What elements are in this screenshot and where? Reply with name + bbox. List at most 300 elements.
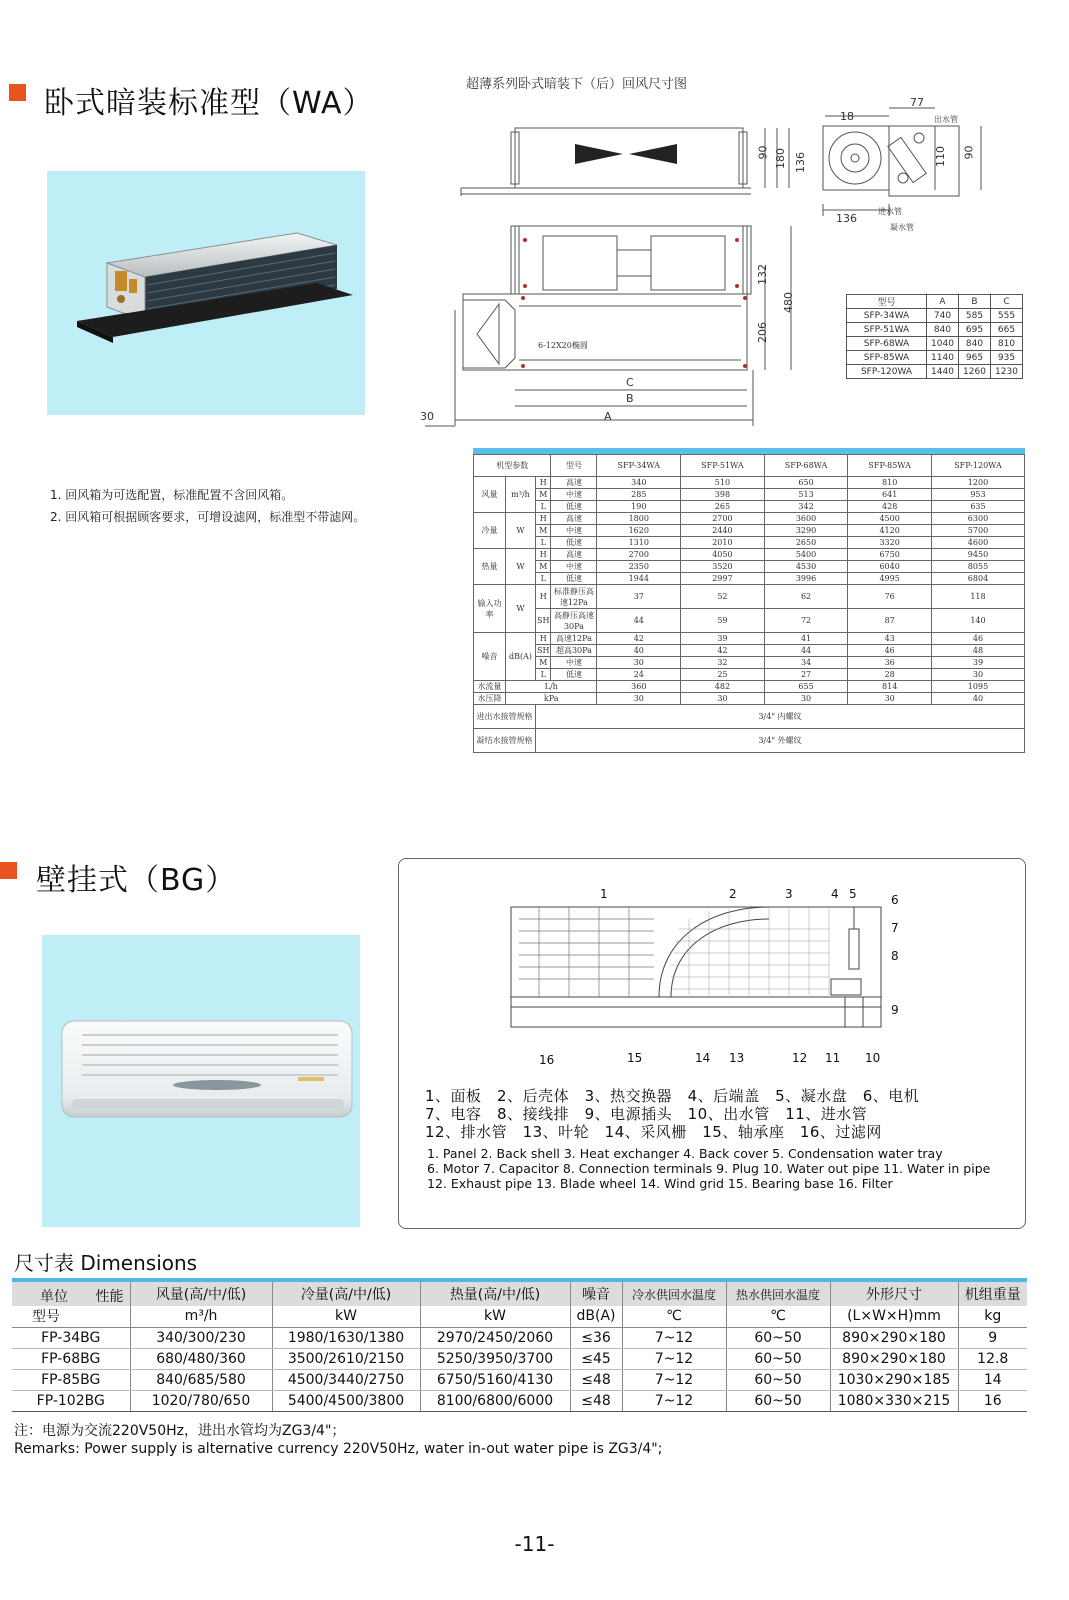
spec-cell: 32 — [681, 657, 765, 669]
unit-noise: dB(A) — [570, 1306, 622, 1327]
spec-row — [474, 669, 1025, 681]
spec-code: H — [536, 513, 551, 525]
dim-180: 180 — [774, 148, 787, 169]
spec-speed: 低速 — [551, 501, 597, 513]
spec-speed: 中速 — [551, 525, 597, 537]
dim-cell: 1040 — [927, 337, 959, 351]
spec-cell: 360 — [597, 681, 681, 693]
header-perf: 性能 — [95, 1289, 124, 1305]
spec-header-param: 机型参数 — [474, 455, 551, 477]
spec-cell: 41 — [764, 633, 848, 645]
dim-90-left: 90 — [756, 145, 770, 160]
spec-cell: 39 — [681, 633, 765, 645]
dim-cell: 1140 — [927, 351, 959, 365]
spec-row — [474, 729, 1025, 753]
spec-cell: 52 — [681, 585, 765, 609]
unit-heat: kW — [420, 1306, 570, 1327]
spec-group-unit: dB(A) — [506, 633, 536, 681]
bg-product-photo — [42, 935, 360, 1227]
spec-speed: 低速 — [551, 669, 597, 681]
spec-code: L — [536, 669, 551, 681]
spec-cell: 140 — [931, 609, 1024, 633]
spec-cell: 42 — [681, 645, 765, 657]
section-title-bg: 壁挂式（BG） — [36, 863, 237, 898]
cell-noise: ≤36 — [570, 1327, 622, 1348]
spec-code: M — [536, 657, 551, 669]
spec-cell: 2350 — [597, 561, 681, 573]
spec-row — [474, 525, 1025, 537]
cell-air: 340/300/230 — [130, 1327, 272, 1348]
spec-cell: 6804 — [931, 573, 1024, 585]
spec-cell: 641 — [848, 489, 932, 501]
dim-cell: SFP-85WA — [847, 351, 927, 365]
dim-cell: 810 — [991, 337, 1023, 351]
spec-group-unit: W — [506, 585, 536, 633]
spec-row — [474, 573, 1025, 585]
spec-speed: 高速 — [551, 549, 597, 561]
spec-row — [474, 657, 1025, 669]
spec-cell: 3520 — [681, 561, 765, 573]
cell-air: 1020/780/650 — [130, 1390, 272, 1411]
spec-code: H — [536, 477, 551, 489]
spec-cell: 814 — [848, 681, 932, 693]
spec-model: SFP-85WA — [848, 455, 932, 477]
dim-cell: 840 — [927, 323, 959, 337]
spec-header-model: 型号 — [551, 455, 597, 477]
part-number-4: 4 — [831, 887, 839, 901]
spec-cell: 1095 — [931, 681, 1024, 693]
spec-cell: 1944 — [597, 573, 681, 585]
part-number-6: 6 — [891, 893, 899, 907]
spec-row — [474, 609, 1025, 633]
bg-exploded-drawing — [509, 899, 889, 1049]
spec-cell: 4050 — [681, 549, 765, 561]
header-noise: 噪音 — [570, 1280, 622, 1306]
spec-cell: 40 — [931, 693, 1024, 705]
unit-air: m³/h — [130, 1306, 272, 1327]
spec-model: SFP-51WA — [681, 455, 765, 477]
spec-row — [474, 513, 1025, 525]
cell-model: FP-34BG — [12, 1327, 130, 1348]
dim-cell: SFP-120WA — [847, 365, 927, 379]
spec-row — [474, 705, 1025, 729]
cell-cold: 7~12 — [622, 1327, 726, 1348]
spec-speed: 高速 — [551, 513, 597, 525]
spec-cell: 2440 — [681, 525, 765, 537]
wa-drawing-caption: 超薄系列卧式暗装下（后）回风尺寸图 — [466, 77, 688, 92]
spec-cell: 28 — [848, 669, 932, 681]
spec-cell: 24 — [597, 669, 681, 681]
spec-cell: 118 — [931, 585, 1024, 609]
spec-cell: 2997 — [681, 573, 765, 585]
spec-cell: 1310 — [597, 537, 681, 549]
cell-cold: 7~12 — [622, 1348, 726, 1369]
dim-cell: 665 — [991, 323, 1023, 337]
cell-weight: 9 — [958, 1327, 1027, 1348]
spec-speed: 高静压高速30Pa — [551, 609, 597, 633]
legend-cn-line-1: 1、面板 2、后壳体 3、热交换器 4、后端盖 5、凝水盘 6、电机 — [425, 1087, 920, 1105]
spec-cell: 3996 — [764, 573, 848, 585]
cell-size: 1080×330×215 — [830, 1390, 958, 1411]
spec-cell: 34 — [764, 657, 848, 669]
spec-speed: 低速 — [551, 573, 597, 585]
spec-group-label: 凝结水接管规格 — [474, 729, 536, 753]
dim-cell: 935 — [991, 351, 1023, 365]
part-number-14: 14 — [695, 1051, 711, 1065]
part-number-15: 15 — [627, 1051, 643, 1065]
dim-cell: 585 — [959, 309, 991, 323]
cell-air: 840/685/580 — [130, 1369, 272, 1390]
spec-cell: 42 — [597, 633, 681, 645]
spec-row — [474, 477, 1025, 489]
spec-cell: 342 — [764, 501, 848, 513]
part-number-10: 10 — [865, 1051, 881, 1065]
spec-cell: 4600 — [931, 537, 1024, 549]
dim-table-header: A — [927, 295, 959, 309]
spec-row — [474, 693, 1025, 705]
spec-model: SFP-68WA — [764, 455, 848, 477]
legend-cn-line-3: 12、排水管 13、叶轮 14、采风栅 15、轴承座 16、过滤网 — [425, 1123, 882, 1141]
dim-C: C — [626, 376, 634, 389]
part-number-9: 9 — [891, 1003, 899, 1017]
dim-77: 77 — [910, 96, 924, 109]
dim-cell: 1440 — [927, 365, 959, 379]
header-hot-water: 热水供回水温度 — [726, 1280, 830, 1306]
spec-cell: 1200 — [931, 477, 1024, 489]
spec-cell: 4995 — [848, 573, 932, 585]
spec-code: L — [536, 573, 551, 585]
cell-size: 890×290×180 — [830, 1348, 958, 1369]
spec-cell: 6750 — [848, 549, 932, 561]
dim-table-row — [847, 309, 1023, 323]
spec-group-unit: W — [506, 549, 536, 585]
dimensions-title: 尺寸表 Dimensions — [14, 1251, 198, 1275]
spec-cell: 30 — [931, 669, 1024, 681]
cell-heat: 5250/3950/3700 — [420, 1348, 570, 1369]
dim-table-row — [847, 351, 1023, 365]
spec-model: SFP-120WA — [931, 455, 1024, 477]
header-model — [12, 1306, 130, 1327]
spec-cell: 482 — [681, 681, 765, 693]
part-number-3: 3 — [785, 887, 793, 901]
dim-table-row — [847, 337, 1023, 351]
page-number: -11- — [514, 1532, 555, 1556]
spec-cell: 265 — [681, 501, 765, 513]
label-cond-water: 凝水管 — [890, 223, 914, 232]
part-number-13: 13 — [729, 1051, 745, 1065]
cell-noise: ≤48 — [570, 1369, 622, 1390]
header-air: 风量(高/中/低) — [130, 1280, 272, 1306]
dim-table-header: 型号 — [847, 295, 927, 309]
part-number-7: 7 — [891, 921, 899, 935]
spec-code: M — [536, 489, 551, 501]
cell-heat: 8100/6800/6000 — [420, 1390, 570, 1411]
spec-cell: 655 — [764, 681, 848, 693]
spec-speed: 高速 — [551, 477, 597, 489]
cell-model: FP-68BG — [12, 1348, 130, 1369]
spec-cell: 25 — [681, 669, 765, 681]
part-number-1: 1 — [600, 887, 608, 901]
spec-cell: 428 — [848, 501, 932, 513]
section-title-wa: 卧式暗装标准型（WA） — [44, 86, 374, 121]
spec-cell: 1620 — [597, 525, 681, 537]
header-model-label: 型号 — [32, 1309, 60, 1326]
unit-weight: kg — [958, 1306, 1027, 1327]
spec-cell: 4500 — [848, 513, 932, 525]
spec-cell: 3290 — [764, 525, 848, 537]
spec-cell: 76 — [848, 585, 932, 609]
section-marker-wa — [9, 84, 26, 101]
part-number-8: 8 — [891, 949, 899, 963]
header-size: 外形尺寸 — [830, 1280, 958, 1306]
spec-cell: 6300 — [931, 513, 1024, 525]
spec-cell: 4530 — [764, 561, 848, 573]
spec-cell: 2010 — [681, 537, 765, 549]
dim-cell: 965 — [959, 351, 991, 365]
unit-cold: ℃ — [622, 1306, 726, 1327]
spec-speed: 中速 — [551, 657, 597, 669]
part-number-12: 12 — [792, 1051, 808, 1065]
dim-cell: SFP-51WA — [847, 323, 927, 337]
dim-cell: 740 — [927, 309, 959, 323]
spec-cell: 72 — [764, 609, 848, 633]
spec-cell: 30 — [597, 657, 681, 669]
part-number-5: 5 — [849, 887, 857, 901]
cell-cool: 1980/1630/1380 — [272, 1327, 420, 1348]
header-heat: 热量(高/中/低) — [420, 1280, 570, 1306]
dim-cell: 555 — [991, 309, 1023, 323]
spec-speed: 高速12Pa — [551, 633, 597, 645]
cell-air: 680/480/360 — [130, 1348, 272, 1369]
spec-cell: 30 — [848, 693, 932, 705]
spec-code: M — [536, 525, 551, 537]
spec-group-label: 水压降 — [474, 693, 506, 705]
spec-speed: 标准静压高速12Pa — [551, 585, 597, 609]
bg-dimensions-table — [12, 1278, 1027, 1412]
cell-hot: 60~50 — [726, 1327, 830, 1348]
spec-cell: 30 — [764, 693, 848, 705]
spec-row — [474, 549, 1025, 561]
spec-cell: 1800 — [597, 513, 681, 525]
header-unit-perf — [12, 1280, 130, 1306]
cell-model: FP-85BG — [12, 1369, 130, 1390]
spec-cell: 3600 — [764, 513, 848, 525]
spec-cell: 513 — [764, 489, 848, 501]
header-weight: 机组重量 — [958, 1280, 1027, 1306]
spec-cell: 59 — [681, 609, 765, 633]
spec-cell: 810 — [848, 477, 932, 489]
cell-size: 890×290×180 — [830, 1327, 958, 1348]
spec-cell: 9450 — [931, 549, 1024, 561]
legend-cn-line-2: 7、电容 8、接线排 9、电源插头 10、出水管 11、进水管 — [425, 1105, 868, 1123]
cell-weight: 16 — [958, 1390, 1027, 1411]
spec-cell: 5400 — [764, 549, 848, 561]
spec-speed: 超高30Pa — [551, 645, 597, 657]
spec-cell: 87 — [848, 609, 932, 633]
cell-cool: 4500/3440/2750 — [272, 1369, 420, 1390]
spec-cell: 46 — [931, 633, 1024, 645]
header-cold-water: 冷水供回水温度 — [622, 1280, 726, 1306]
cell-model: FP-102BG — [12, 1390, 130, 1411]
spec-cell: 37 — [597, 585, 681, 609]
spec-cell: 27 — [764, 669, 848, 681]
spec-row — [474, 537, 1025, 549]
cell-hot: 60~50 — [726, 1369, 830, 1390]
table-header-row — [12, 1280, 1027, 1306]
dim-table-row — [847, 365, 1023, 379]
spec-speed: 中速 — [551, 561, 597, 573]
wa-spec-table-wrap — [473, 448, 1025, 753]
cell-weight: 12.8 — [958, 1348, 1027, 1369]
dim-480: 480 — [782, 292, 795, 313]
wa-product-photo — [47, 171, 365, 415]
dim-cell: 1260 — [959, 365, 991, 379]
spec-cell: 2650 — [764, 537, 848, 549]
dim-136-vertical: 136 — [794, 152, 807, 173]
legend-en-line-3: 12. Exhaust pipe 13. Blade wheel 14. Wind grid 15. Bearing base 16. Filter — [427, 1176, 893, 1191]
spec-group-label: 进出水接管规格 — [474, 705, 536, 729]
dim-table-header: B — [959, 295, 991, 309]
spec-speed: 中速 — [551, 489, 597, 501]
wa-note-2: 2. 回风箱可根据顾客要求，可增设滤网，标准型不带滤网。 — [50, 510, 366, 524]
spec-group-unit: m³/h — [506, 477, 536, 513]
table-row — [12, 1327, 1027, 1348]
spec-group-unit: W — [506, 513, 536, 549]
wa-technical-drawing — [415, 90, 1015, 435]
table-unit-row — [12, 1306, 1027, 1327]
cell-noise: ≤48 — [570, 1390, 622, 1411]
dim-206: 206 — [756, 322, 769, 343]
spec-cell: 30 — [597, 693, 681, 705]
spec-cell: 5700 — [931, 525, 1024, 537]
spec-cell: 44 — [597, 609, 681, 633]
spec-group-unit: kPa — [506, 693, 597, 705]
spec-cell: 398 — [681, 489, 765, 501]
cell-cold: 7~12 — [622, 1369, 726, 1390]
spec-row — [474, 561, 1025, 573]
dim-cell: SFP-34WA — [847, 309, 927, 323]
spec-cell: 650 — [764, 477, 848, 489]
legend-en-line-2: 6. Motor 7. Capacitor 8. Connection terminals 9. Plug 10. Water out pipe 11. Water in pipe — [427, 1161, 991, 1176]
cell-weight: 14 — [958, 1369, 1027, 1390]
spec-code: H — [536, 585, 551, 609]
dim-30: 30 — [420, 410, 434, 423]
spec-cell: 190 — [597, 501, 681, 513]
spec-cell: 2700 — [597, 549, 681, 561]
part-number-2: 2 — [729, 887, 737, 901]
spec-row — [474, 585, 1025, 609]
spec-cell: 43 — [848, 633, 932, 645]
dim-table-row — [847, 323, 1023, 337]
spec-group-unit: L/h — [506, 681, 597, 693]
spec-code: H — [536, 549, 551, 561]
part-number-16: 16 — [539, 1053, 555, 1067]
unit-hot: ℃ — [726, 1306, 830, 1327]
spec-model: SFP-34WA — [597, 455, 681, 477]
spec-cell: 48 — [931, 645, 1024, 657]
spec-group-label: 水流量 — [474, 681, 506, 693]
spec-group-label: 噪音 — [474, 633, 506, 681]
header-cool: 冷量(高/中/低) — [272, 1280, 420, 1306]
part-number-11: 11 — [825, 1051, 841, 1065]
spec-cell: 8055 — [931, 561, 1024, 573]
spec-cell: 46 — [848, 645, 932, 657]
dim-136-horizontal: 136 — [836, 212, 857, 225]
spec-cell: 44 — [764, 645, 848, 657]
dim-cell: 1230 — [991, 365, 1023, 379]
cell-noise: ≤45 — [570, 1348, 622, 1369]
spec-group-label: 热量 — [474, 549, 506, 585]
spec-cell: 3/4" 内螺纹 — [536, 705, 1025, 729]
spec-row — [474, 645, 1025, 657]
spec-row — [474, 633, 1025, 645]
dim-table-header: C — [991, 295, 1023, 309]
dim-A: A — [604, 410, 612, 423]
spec-code: L — [536, 537, 551, 549]
dim-cell: SFP-68WA — [847, 337, 927, 351]
cell-hot: 60~50 — [726, 1390, 830, 1411]
remark-en: Remarks: Power supply is alternative currency 220V50Hz, water in-out water pipe is ZG3/4"; — [14, 1441, 663, 1457]
remark-cn: 注：电源为交流220V50Hz，进出水管均为ZG3/4"； — [14, 1423, 346, 1439]
spec-cell: 39 — [931, 657, 1024, 669]
unit-size: (L×W×H)mm — [830, 1306, 958, 1327]
legend-en-line-1: 1. Panel 2. Back shell 3. Heat exchanger 4. Back cover 5. Condensation water tray — [427, 1146, 943, 1161]
cell-cold: 7~12 — [622, 1390, 726, 1411]
wa-spec-table — [473, 454, 1025, 753]
spec-code: H — [536, 633, 551, 645]
spec-code: SH — [537, 646, 550, 655]
cell-hot: 60~50 — [726, 1348, 830, 1369]
label-hole-spec: 6-12X20椭圆 — [538, 341, 588, 350]
spec-row — [474, 681, 1025, 693]
spec-cell: 635 — [931, 501, 1024, 513]
dim-132: 132 — [756, 264, 769, 285]
cell-heat: 2970/2450/2060 — [420, 1327, 570, 1348]
spec-row — [474, 501, 1025, 513]
spec-cell: 6040 — [848, 561, 932, 573]
section-marker-bg — [0, 862, 17, 879]
table-row — [12, 1348, 1027, 1369]
bg-drawing-panel — [398, 858, 1026, 1229]
spec-cell: 40 — [597, 645, 681, 657]
spec-cell: 62 — [764, 585, 848, 609]
table-row — [12, 1390, 1027, 1411]
cell-size: 1030×290×185 — [830, 1369, 958, 1390]
cell-cool: 5400/4500/3800 — [272, 1390, 420, 1411]
spec-code: M — [536, 561, 551, 573]
spec-code: L — [536, 501, 551, 513]
spec-cell: 953 — [931, 489, 1024, 501]
spec-code: SH — [536, 609, 551, 633]
unit-cool: kW — [272, 1306, 420, 1327]
dim-90-right: 90 — [962, 145, 976, 160]
table-row — [12, 1369, 1027, 1390]
dim-cell: 840 — [959, 337, 991, 351]
spec-cell: 3/4" 外螺纹 — [536, 729, 1025, 753]
dim-B: B — [626, 392, 634, 405]
spec-cell: 30 — [681, 693, 765, 705]
label-out-water: 出水管 — [934, 115, 958, 124]
spec-cell: 2700 — [681, 513, 765, 525]
spec-cell: 285 — [597, 489, 681, 501]
spec-cell: 510 — [681, 477, 765, 489]
wa-dimension-table — [846, 294, 1023, 379]
spec-cell: 36 — [848, 657, 932, 669]
cell-heat: 6750/5160/4130 — [420, 1369, 570, 1390]
dim-110: 110 — [934, 146, 947, 167]
spec-group-label: 冷量 — [474, 513, 506, 549]
spec-speed: 低速 — [551, 537, 597, 549]
